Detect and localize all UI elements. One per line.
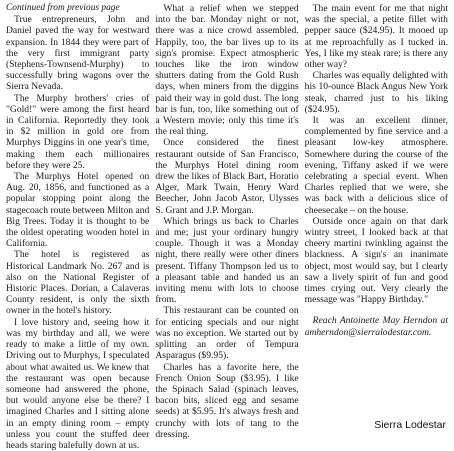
paragraph: This restaurant can be counted on for enticing specials and our night was no exception. We started out by splitting an order of Tempura Asparagus ($9.95). <box>155 305 299 362</box>
paragraph: Outside once again on that dark wintry street, I looked back at that cheery martini twinkling against the blackness. A sign's an inanimate object, most would say, but I clearly saw a lively spirit of fun and good times crying out. Very clearly the message was "Happy Birthday." <box>304 215 448 306</box>
paragraph: Which brings us back to Charles and me; just your ordinary hungry couple. Though it was a Monday night, there really were other diners present. Tiffany Thompson led us to a pleasant table and handed us an inviting menu with lots to choose from. <box>155 215 299 306</box>
continued-label: Continued from previous page <box>6 3 120 13</box>
paragraph: Charles has a favorite here, the French Onion Soup ($3.95). I like the Spinach Salad (spinach leaves, bacon bits, sliced egg and sesame seeds) at $5.95. It's always fresh and crunchy with lots of tang to the dressing. <box>155 361 299 440</box>
paragraph: Charles was equally delighted with his 10-ounce Black Angus New York steak, charred just to his liking ($24.95). <box>304 70 448 115</box>
column-1 <box>6 3 150 451</box>
column-2 <box>155 3 299 440</box>
column-3 <box>305 3 448 415</box>
paragraph: I love history and, seeing how it was my birthday and all, we were ready to make a little of my own. Driving out to Murphys, I speculated about what awaited us. We knew that the restaurant was open because someone had answered the phone, but would anyone else be there? I imagined Charles and I sitting alone in an empty dining room – empty unless you count the stuffed deer heads staring balefully down at us. <box>6 316 150 451</box>
article-columns <box>6 3 448 451</box>
paragraph: It was an excellent dinner, complemented by fine service and a pleasant low-key atmosphere. Somewhere during the course of the evening, Tiffany asked if we were celebrating a special event. When Charles replied that we were, she was back with a delicious slice of cheesecake – on the house. <box>304 115 448 216</box>
paragraph: The Murphy brothers' cries of "Gold!" were among the first heard in California. Reportedly they took in $2 million in gold ore from Murphys Diggins in one year's time, making them each millionaires before they were 25. <box>6 92 150 171</box>
paragraph: Once considered the finest restaurant outside of San Francisco, the Murphys Hotel dining room drew the likes of Black Bart, Horatio Alger, Mark Twain, Henry Ward Beecher, John Jacob Astor, Ulysses S. Grant and J.P. Morgan. <box>155 137 299 216</box>
paragraph: The main event for me that night was the special, a petite fillet with pepper sauce ($24.95). It mooed up at me reproachfully as I tucked in. Yes, I like my steak rare; is there any other way? <box>304 3 448 71</box>
author-signature: Reach Antoinette May Herndon at amherndon@sierralodestar.com. <box>304 315 448 338</box>
paragraph: The Murphys Hotel opened on Aug. 20, 1856, and functioned as a popular stopping point along the stagecoach route between Milton and Big Trees. Today it is thought to be the oldest operating wooden hotel in California. <box>6 171 150 250</box>
paragraph: The hotel is registered as Historical Landmark No. 267 and is also on the National Register of Historic Places. Dorian, a Calaveras County resident, is only the sixth owner in the hotel's history. <box>6 249 150 317</box>
publication-footer: Sierra Lodestar <box>374 419 446 431</box>
paragraph: What a relief when we stepped into the bar. Monday night or not, there was a nice crowd assembled. Happily, too, the bar lives up to its sign's promise. Expect atmospheric touches like the iron window shutters dating from the Gold Rush days, when miners from the diggins paid their way in gold dust. The long bar is fun, too, like something out of a Western movie; only this time it's the real thing. <box>155 3 299 138</box>
paragraph: True entrepreneurs, John and Daniel paved the way for westward expansion. In 1844 they were part of the very first immigrant party (Stephens-Townsend-Murphy) to successfully bring wagons over the Sierra Nevada. <box>6 14 150 93</box>
